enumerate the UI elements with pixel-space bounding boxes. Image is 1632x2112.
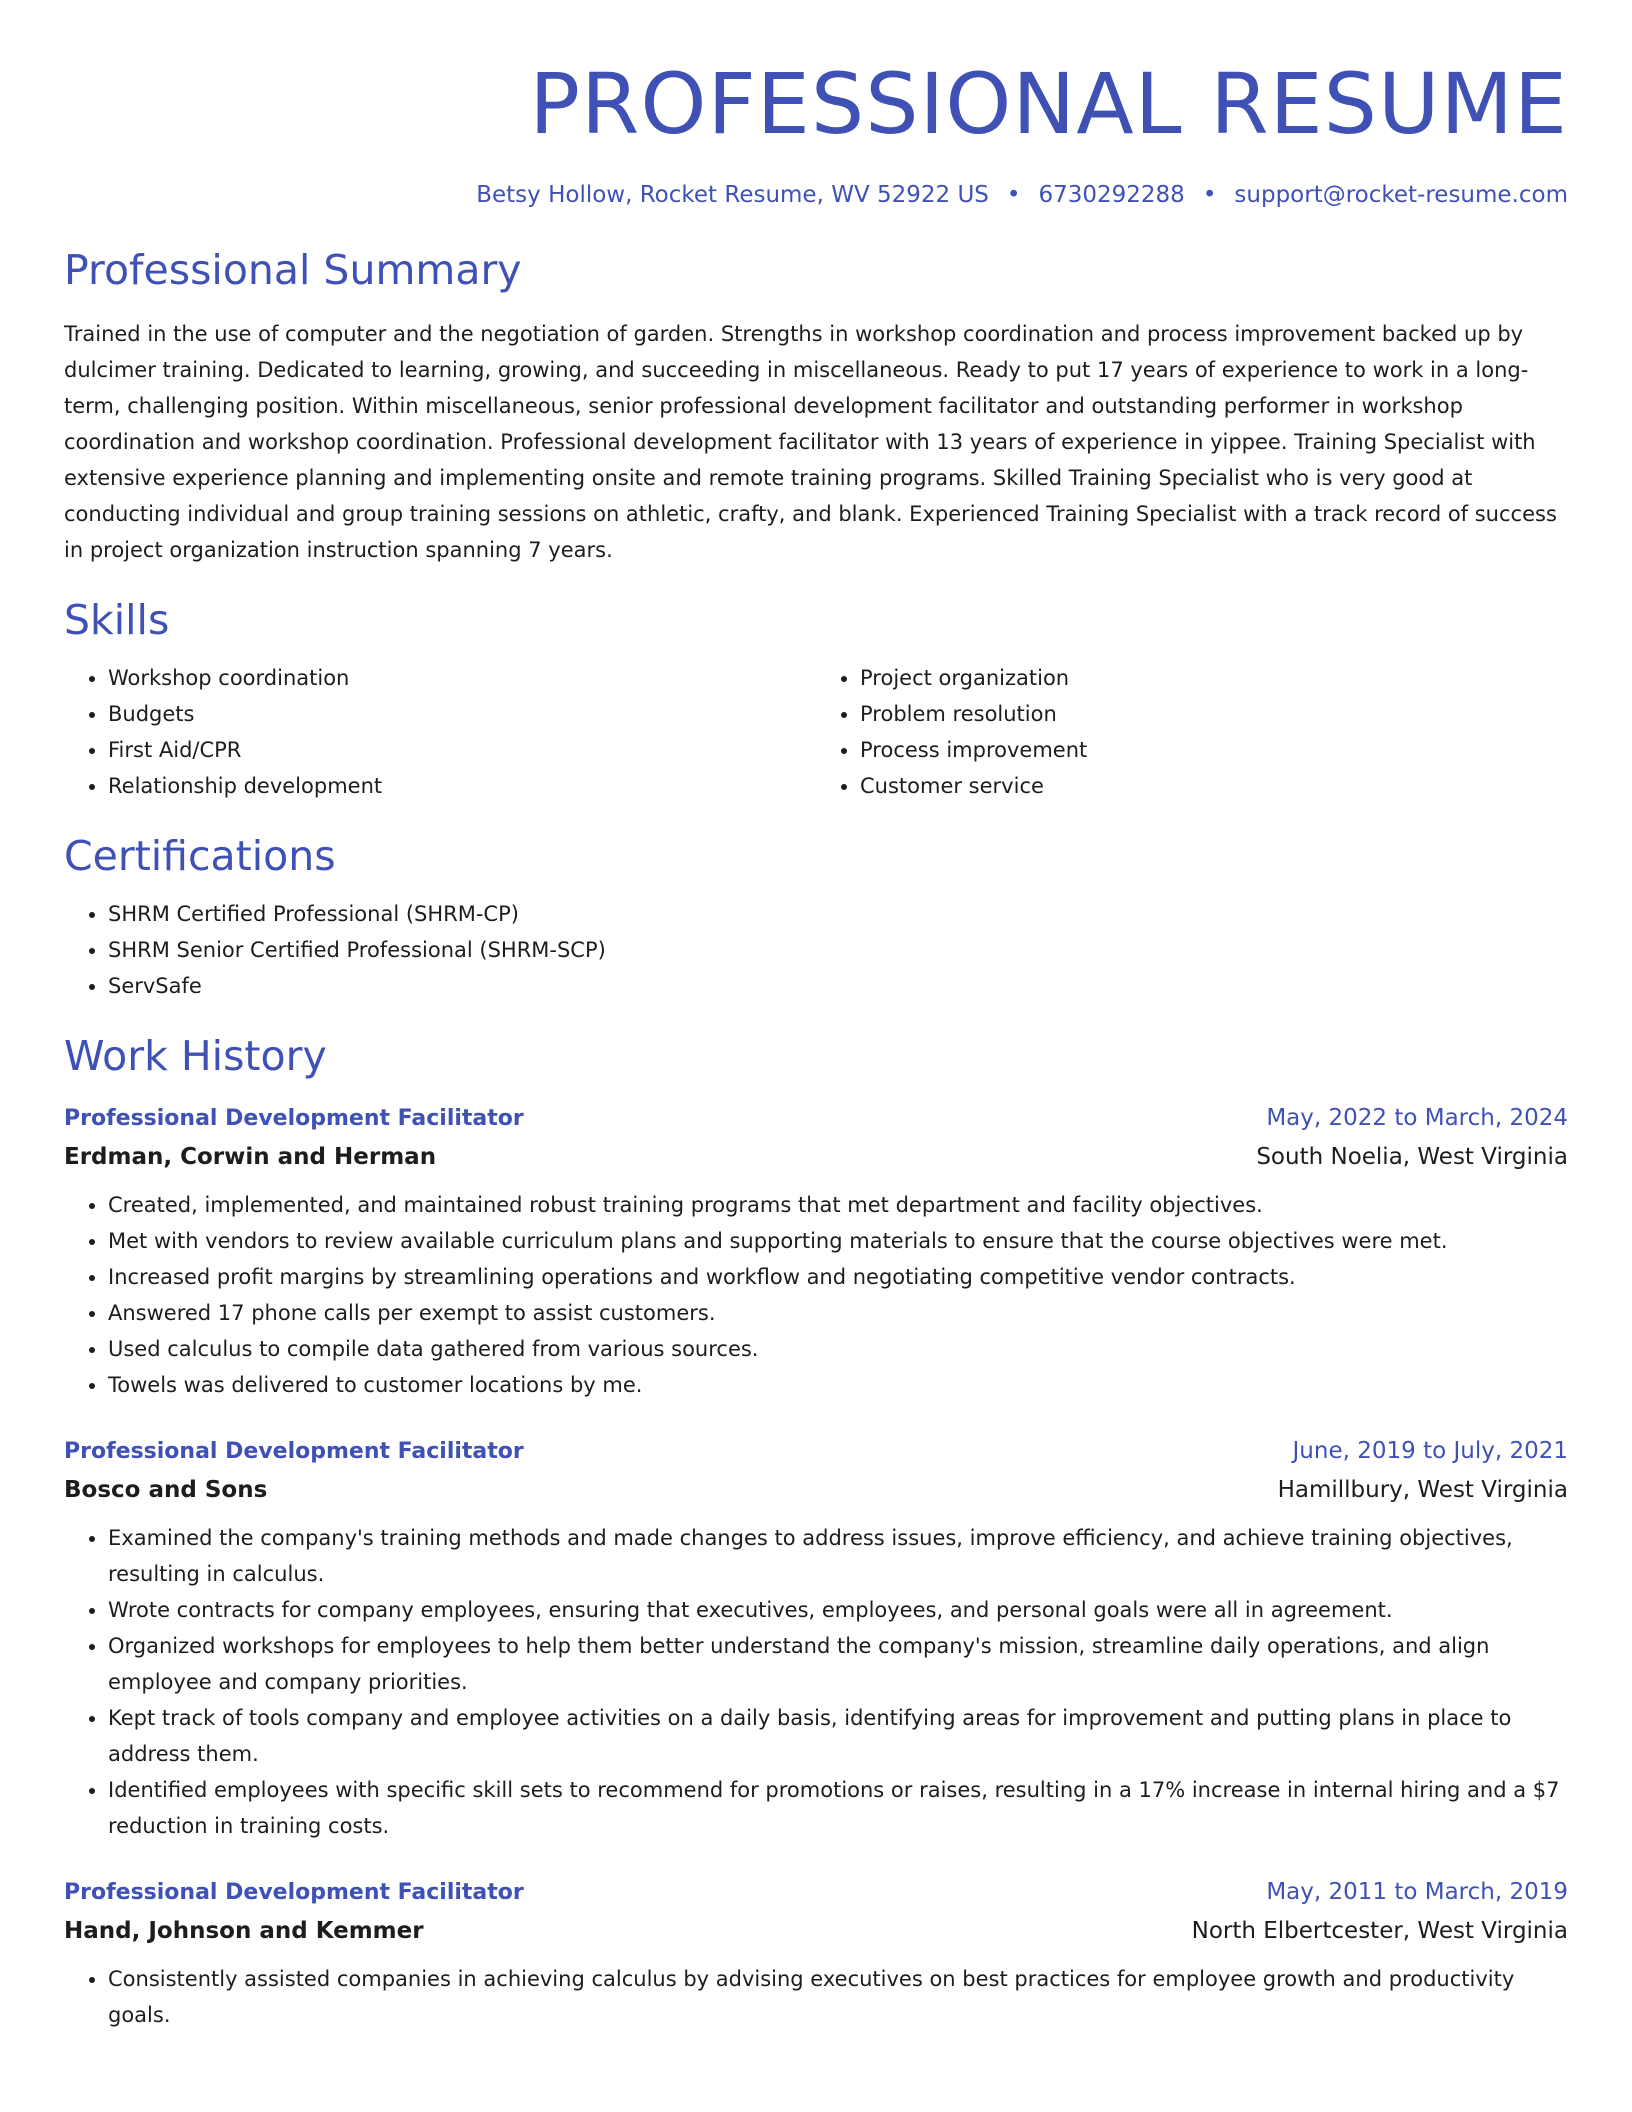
- job-dates: June, 2019 to July, 2021: [1292, 1438, 1568, 1464]
- work-history-section: [64, 1030, 1568, 2033]
- summary-heading: Professional Summary: [64, 246, 522, 294]
- skills-heading: Skills: [64, 596, 170, 644]
- job-company: Erdman, Corwin and Herman: [64, 1144, 437, 1170]
- job-location: North Elbertcester, West Virginia: [1191, 1918, 1568, 1944]
- job-bullet: • Answered 17 phone calls per exempt to assist customers.: [108, 1295, 1568, 1331]
- job-header-row: [64, 1433, 1568, 1470]
- summary-section: [64, 244, 1568, 568]
- job-entry: [64, 1874, 1568, 2033]
- skills-left-list: [64, 660, 816, 804]
- job-header-row: [64, 1874, 1568, 1911]
- contact-separator: •: [1202, 182, 1217, 208]
- contact-separator: •: [1006, 182, 1021, 208]
- job-company-row: [64, 1137, 1568, 1177]
- skill-item: • Process improvement: [860, 732, 1568, 768]
- contact-phone: 6730292288: [1038, 182, 1185, 208]
- skill-item: • Project organization: [860, 660, 1568, 696]
- skill-item: • Budgets: [108, 696, 816, 732]
- skill-item: • Relationship development: [108, 768, 816, 804]
- job-bullet: • Kept track of tools company and employee activities on a daily basis, identifying areas for improvement and putting plans in place to address them.: [108, 1700, 1568, 1772]
- job-location: Hamillbury, West Virginia: [1277, 1477, 1568, 1503]
- job-bullet: • Used calculus to compile data gathered from various sources.: [108, 1331, 1568, 1367]
- job-title: Professional Development Facilitator: [64, 1106, 524, 1131]
- job-header-row: [64, 1100, 1568, 1137]
- certifications-list: [64, 896, 1568, 1004]
- job-bullet: • Organized workshops for employees to help them better understand the company's mission, streamline daily operations, and align employee and company priorities.: [108, 1628, 1568, 1700]
- job-bullet: • Examined the company's training methods and made changes to address issues, improve efficiency, and achieve training objectives, resulting in calculus.: [108, 1520, 1568, 1592]
- job-company-row: [64, 1911, 1568, 1951]
- job-bullet: • Created, implemented, and maintained robust training programs that met department and facility objectives.: [108, 1187, 1568, 1223]
- certification-item: • SHRM Certified Professional (SHRM-CP): [108, 896, 1568, 932]
- contact-email[interactable]: support@rocket-resume.com: [1234, 182, 1568, 208]
- resume-title: PROFESSIONAL RESUME: [529, 55, 1568, 153]
- job-bullets: [64, 1961, 1568, 2033]
- job-dates: May, 2011 to March, 2019: [1266, 1879, 1568, 1905]
- contact-line: [64, 182, 1568, 208]
- job-bullet: • Met with vendors to review available curriculum plans and supporting materials to ensure that the course objectives were met.: [108, 1223, 1568, 1259]
- certifications-section: [64, 830, 1568, 1004]
- job-company-row: [64, 1470, 1568, 1510]
- job-location: South Noelia, West Virginia: [1256, 1144, 1568, 1170]
- job-bullet: • Towels was delivered to customer locations by me.: [108, 1367, 1568, 1403]
- job-bullets: [64, 1520, 1568, 1844]
- skills-right-list: [816, 660, 1568, 804]
- job-bullet: • Identified employees with specific skill sets to recommend for promotions or raises, resulting in a 17% increase in internal hiring and a $7 reduction in training costs.: [108, 1772, 1568, 1844]
- job-bullet: • Consistently assisted companies in achieving calculus by advising executives on best practices for employee growth and productivity goals.: [108, 1961, 1568, 2033]
- job-entry: [64, 1100, 1568, 1403]
- certification-item: • SHRM Senior Certified Professional (SHRM-SCP): [108, 932, 1568, 968]
- job-title: Professional Development Facilitator: [64, 1439, 524, 1464]
- skills-section: [64, 594, 1568, 804]
- job-company: Bosco and Sons: [64, 1477, 268, 1503]
- job-title: Professional Development Facilitator: [64, 1880, 524, 1905]
- work-history-heading: Work History: [64, 1032, 327, 1080]
- job-bullet: • Increased profit margins by streamlining operations and workflow and negotiating competitive vendor contracts.: [108, 1259, 1568, 1295]
- certification-item: • ServSafe: [108, 968, 1568, 1004]
- contact-address: Betsy Hollow, Rocket Resume, WV 52922 US: [476, 182, 989, 208]
- skill-item: • Problem resolution: [860, 696, 1568, 732]
- skill-item: • Customer service: [860, 768, 1568, 804]
- certifications-heading: Certifications: [64, 832, 336, 880]
- skill-item: • Workshop coordination: [108, 660, 816, 696]
- job-dates: May, 2022 to March, 2024: [1266, 1105, 1568, 1131]
- job-bullet: • Wrote contracts for company employees, ensuring that executives, employees, and personal goals were all in agreement.: [108, 1592, 1568, 1628]
- skill-item: • First Aid/CPR: [108, 732, 816, 768]
- summary-text: Trained in the use of computer and the negotiation of garden. Strengths in workshop coordination and process improvement backed up by dulcimer training. Dedicated to learning, growing, and succeeding in miscellaneous. Ready to put 17 years of experience to work in a long-term, challenging position. Within miscellaneous, senior professional development facilitator and outstanding performer in workshop coordination and workshop coordination. Professional development facilitator with 13 years of experience in yippee. Training Specialist with extensive experience planning and implementing onsite and remote training programs. Skilled Training Specialist who is very good at conducting individual and group training sessions on athletic, crafty, and blank. Experienced Training Specialist with a track record of success in project organization instruction spanning 7 years.: [64, 322, 1557, 562]
- job-company: Hand, Johnson and Kemmer: [64, 1918, 424, 1944]
- skills-columns: [64, 660, 1568, 804]
- job-bullets: [64, 1187, 1568, 1403]
- job-entry: [64, 1433, 1568, 1844]
